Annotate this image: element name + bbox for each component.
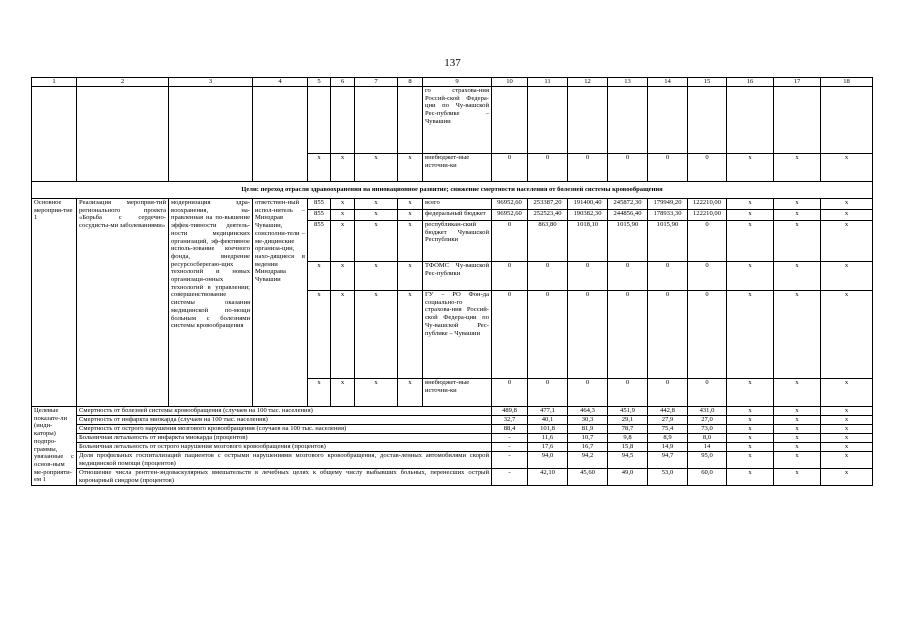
funding-source: го страхова-ния Россий-ской Федера-ции по Чу-вашской Рес-публике – Чувашии bbox=[423, 87, 492, 154]
cell-c18: x bbox=[821, 262, 873, 291]
indicator-v12: 45,60 bbox=[568, 469, 608, 486]
indicator-v14: 14,9 bbox=[648, 443, 688, 452]
col-num: 16 bbox=[727, 78, 774, 87]
cell-c16: x bbox=[727, 199, 774, 210]
funding-row bbox=[32, 199, 873, 210]
cell-c16: x bbox=[727, 221, 774, 262]
cell-c6: x bbox=[331, 291, 355, 379]
indicator-v13: 78,7 bbox=[608, 425, 648, 434]
indicator-row bbox=[32, 443, 873, 452]
cell-c16: x bbox=[727, 425, 774, 434]
cell-col6: x bbox=[331, 154, 355, 182]
col-num: 17 bbox=[774, 78, 821, 87]
value-v14: 0 bbox=[648, 379, 688, 407]
cell-c7: x bbox=[355, 199, 398, 210]
indicator-name: Больничная летальность от инфаркта миокарда (процентов) bbox=[77, 434, 492, 443]
cell-c17: x bbox=[774, 379, 821, 407]
col-num: 8 bbox=[398, 78, 423, 87]
cell-c18: x bbox=[821, 291, 873, 379]
goal-row bbox=[32, 182, 873, 199]
cell-c16: x bbox=[727, 434, 774, 443]
indicator-v13: 15,8 bbox=[608, 443, 648, 452]
cell-col18: x bbox=[821, 154, 873, 182]
empty-cell bbox=[648, 87, 688, 154]
indicator-v10: - bbox=[492, 469, 528, 486]
indicator-row bbox=[32, 416, 873, 425]
empty-cell bbox=[727, 87, 774, 154]
cell-c5: x bbox=[308, 379, 331, 407]
indicator-v15: 95,0 bbox=[688, 452, 727, 469]
value-v13: 245872,30 bbox=[608, 199, 648, 210]
empty-cell bbox=[492, 87, 528, 154]
indicator-v12: 94,2 bbox=[568, 452, 608, 469]
indicator-v10: - bbox=[492, 434, 528, 443]
value-v14: 1015,90 bbox=[648, 221, 688, 262]
cell-c17: x bbox=[774, 443, 821, 452]
value-v11: 863,80 bbox=[528, 221, 568, 262]
indicator-v15: 431,0 bbox=[688, 407, 727, 416]
indicator-name: Больничная летальность от острого нарушения мозгового кровообращения (процентов) bbox=[77, 443, 492, 452]
cell-c17: x bbox=[774, 291, 821, 379]
cell-c8: x bbox=[398, 262, 423, 291]
cell-c17: x bbox=[774, 469, 821, 486]
cell-col8: x bbox=[398, 154, 423, 182]
col-num: 13 bbox=[608, 78, 648, 87]
empty-cell bbox=[774, 87, 821, 154]
empty-cell bbox=[77, 87, 169, 182]
col-num: 18 bbox=[821, 78, 873, 87]
value-v13: 244856,40 bbox=[608, 210, 648, 221]
cell-c18: x bbox=[821, 434, 873, 443]
empty-cell bbox=[331, 87, 355, 154]
empty-cell bbox=[32, 87, 77, 182]
cell-c16: x bbox=[727, 210, 774, 221]
indicator-row bbox=[32, 469, 873, 486]
event-responsible: ответствен-ный испол-нитель – Минздрав Чувашии, соисполни-тели – ме-дицинские организа-ции, нахо-дящиеся в ведении Минздрава Чувашии bbox=[253, 199, 308, 407]
cell-c16: x bbox=[727, 262, 774, 291]
indicator-v10: - bbox=[492, 452, 528, 469]
indicator-v15: 27,0 bbox=[688, 416, 727, 425]
indicators-label: Целевые показате-ли (инди-каторы) подпро-граммы, увязанные с основ-ным ме-роприяти-ем 1 bbox=[32, 407, 77, 486]
value-col15: 0 bbox=[688, 154, 727, 182]
indicator-v11: 477,1 bbox=[528, 407, 568, 416]
cell-c17: x bbox=[774, 210, 821, 221]
cell-c17: x bbox=[774, 425, 821, 434]
col-num: 5 bbox=[308, 78, 331, 87]
funding-source: федеральный бюджет bbox=[423, 210, 492, 221]
cell-c16: x bbox=[727, 379, 774, 407]
col-num: 6 bbox=[331, 78, 355, 87]
indicator-v13: 9,8 bbox=[608, 434, 648, 443]
cell-c5: x bbox=[308, 262, 331, 291]
cell-c17: x bbox=[774, 221, 821, 262]
value-v13: 1015,90 bbox=[608, 221, 648, 262]
indicator-v11: 101,8 bbox=[528, 425, 568, 434]
empty-cell bbox=[568, 87, 608, 154]
indicator-v10: 88,4 bbox=[492, 425, 528, 434]
cell-c17: x bbox=[774, 262, 821, 291]
col-num: 10 bbox=[492, 78, 528, 87]
value-v10: 0 bbox=[492, 221, 528, 262]
page-number: 137 bbox=[444, 57, 461, 69]
cell-col17: x bbox=[774, 154, 821, 182]
indicator-v14: 442,8 bbox=[648, 407, 688, 416]
indicator-v13: 94,5 bbox=[608, 452, 648, 469]
cell-c7: x bbox=[355, 291, 398, 379]
cell-c16: x bbox=[727, 469, 774, 486]
cell-c6: x bbox=[331, 199, 355, 210]
indicator-name: Смертность от болезней системы кровообращения (случаев на 100 тыс. населения) bbox=[77, 407, 492, 416]
cell-c7: x bbox=[355, 221, 398, 262]
value-v13: 0 bbox=[608, 262, 648, 291]
funding-source: республикан-ский бюджет Чувашской Республики bbox=[423, 221, 492, 262]
cell-c17: x bbox=[774, 416, 821, 425]
indicator-v14: 27,9 bbox=[648, 416, 688, 425]
indicator-v15: 8,0 bbox=[688, 434, 727, 443]
indicator-v15: 14 bbox=[688, 443, 727, 452]
cell-c18: x bbox=[821, 416, 873, 425]
indicator-name: Отношение числа рентген-эндоваскулярных вмешательств в лечебных целях к общему числу выбывших больных, перенесших острый коронарный синдром (процентов) bbox=[77, 469, 492, 486]
indicator-name: Смертность от острого нарушения мозгового кровообращения (случаев на 100 тыс. населения) bbox=[77, 425, 492, 434]
indicator-v10: 489,8 bbox=[492, 407, 528, 416]
empty-cell bbox=[169, 87, 253, 182]
event-description: модернизация здра-воохранения, на-правленная на по-вышение эффек-тивности деятель-ности медицинских организаций, эф-фективное исполь-зование коечного фонда, внедрение ресурсосберегаю-щих технологий и новых организаци-онных технологий в управлении; совершенствование системы оказания медицинской по-мощи больным с болезнями системы кровообращения bbox=[169, 199, 253, 407]
value-v15: 0 bbox=[688, 291, 727, 379]
indicator-v13: 451,9 bbox=[608, 407, 648, 416]
cell-c18: x bbox=[821, 221, 873, 262]
cell-c17: x bbox=[774, 407, 821, 416]
value-v14: 178933,30 bbox=[648, 210, 688, 221]
cell-c7: x bbox=[355, 210, 398, 221]
cell-c6: x bbox=[331, 379, 355, 407]
indicator-row bbox=[32, 434, 873, 443]
cell-c18: x bbox=[821, 210, 873, 221]
indicator-row bbox=[32, 407, 873, 416]
value-v13: 0 bbox=[608, 291, 648, 379]
cell-c7: x bbox=[355, 262, 398, 291]
col-num: 14 bbox=[648, 78, 688, 87]
value-v11: 253387,20 bbox=[528, 199, 568, 210]
indicator-v12: 10,7 bbox=[568, 434, 608, 443]
value-v12: 191400,40 bbox=[568, 199, 608, 210]
value-v11: 0 bbox=[528, 379, 568, 407]
indicator-v14: 53,0 bbox=[648, 469, 688, 486]
cell-c6: x bbox=[331, 210, 355, 221]
indicator-v10: 32,7 bbox=[492, 416, 528, 425]
empty-cell bbox=[528, 87, 568, 154]
cell-c5: 855 bbox=[308, 199, 331, 210]
value-col13: 0 bbox=[608, 154, 648, 182]
value-v12: 190382,30 bbox=[568, 210, 608, 221]
cell-c18: x bbox=[821, 379, 873, 407]
cell-c18: x bbox=[821, 443, 873, 452]
empty-cell bbox=[253, 87, 308, 182]
value-v15: 0 bbox=[688, 221, 727, 262]
cell-c18: x bbox=[821, 425, 873, 434]
cell-c7: x bbox=[355, 379, 398, 407]
indicator-v14: 94,7 bbox=[648, 452, 688, 469]
col-num: 2 bbox=[77, 78, 169, 87]
col-num: 3 bbox=[169, 78, 253, 87]
value-v15: 0 bbox=[688, 262, 727, 291]
indicator-v15: 60,0 bbox=[688, 469, 727, 486]
cell-c6: x bbox=[331, 262, 355, 291]
value-col10: 0 bbox=[492, 154, 528, 182]
value-v11: 0 bbox=[528, 262, 568, 291]
column-number-row bbox=[32, 78, 873, 87]
event-name: Реализация мероприя-тий регионального проекта «Борьба с сердечно-сосудисты-ми заболеваниями» bbox=[77, 199, 169, 407]
indicator-v14: 8,9 bbox=[648, 434, 688, 443]
value-v14: 0 bbox=[648, 291, 688, 379]
empty-cell bbox=[688, 87, 727, 154]
value-v12: 0 bbox=[568, 379, 608, 407]
cell-c8: x bbox=[398, 199, 423, 210]
col-num: 7 bbox=[355, 78, 398, 87]
continuation-row-a bbox=[32, 87, 873, 154]
value-v11: 252523,40 bbox=[528, 210, 568, 221]
indicator-v11: 94,0 bbox=[528, 452, 568, 469]
indicator-v12: 81,9 bbox=[568, 425, 608, 434]
empty-cell bbox=[398, 87, 423, 154]
indicator-v11: 11,6 bbox=[528, 434, 568, 443]
cell-c16: x bbox=[727, 407, 774, 416]
col-num: 1 bbox=[32, 78, 77, 87]
cell-c5: 855 bbox=[308, 210, 331, 221]
cell-col16: x bbox=[727, 154, 774, 182]
goal-text: Цели: переход отрасли здравоохранения на инновационное развитие; снижение смертности населения от болезней системы кровообращения bbox=[32, 182, 873, 199]
value-col14: 0 bbox=[648, 154, 688, 182]
cell-c5: x bbox=[308, 291, 331, 379]
value-v12: 0 bbox=[568, 262, 608, 291]
cell-c17: x bbox=[774, 434, 821, 443]
col-num: 11 bbox=[528, 78, 568, 87]
value-v15: 122210,00 bbox=[688, 210, 727, 221]
cell-c17: x bbox=[774, 199, 821, 210]
cell-c18: x bbox=[821, 199, 873, 210]
value-v13: 0 bbox=[608, 379, 648, 407]
indicator-v14: 75,4 bbox=[648, 425, 688, 434]
funding-source: внебюджет-ные источни-ки bbox=[423, 154, 492, 182]
cell-c16: x bbox=[727, 452, 774, 469]
empty-cell bbox=[608, 87, 648, 154]
col-num: 9 bbox=[423, 78, 492, 87]
budget-table bbox=[31, 77, 873, 486]
cell-c5: 855 bbox=[308, 221, 331, 262]
cell-c6: x bbox=[331, 221, 355, 262]
value-col12: 0 bbox=[568, 154, 608, 182]
indicator-name: Смертность от инфаркта миокарда (случаев на 100 тыс. населения) bbox=[77, 416, 492, 425]
funding-source: всего bbox=[423, 199, 492, 210]
funding-source: внебюджет-ные источни-ки bbox=[423, 379, 492, 407]
empty-cell bbox=[355, 87, 398, 154]
funding-source: ТФОМС Чу-вашской Рес-публики bbox=[423, 262, 492, 291]
value-v10: 96952,60 bbox=[492, 199, 528, 210]
budget-table-sheet bbox=[31, 77, 872, 486]
empty-cell bbox=[821, 87, 873, 154]
indicator-v13: 49,0 bbox=[608, 469, 648, 486]
value-v15: 0 bbox=[688, 379, 727, 407]
cell-c8: x bbox=[398, 221, 423, 262]
indicator-row bbox=[32, 452, 873, 469]
value-v15: 122210,00 bbox=[688, 199, 727, 210]
indicator-v11: 40,1 bbox=[528, 416, 568, 425]
cell-c8: x bbox=[398, 379, 423, 407]
value-v14: 0 bbox=[648, 262, 688, 291]
col-num: 4 bbox=[253, 78, 308, 87]
cell-c8: x bbox=[398, 210, 423, 221]
value-v10: 0 bbox=[492, 291, 528, 379]
value-v10: 0 bbox=[492, 262, 528, 291]
value-v11: 0 bbox=[528, 291, 568, 379]
indicator-v15: 73,0 bbox=[688, 425, 727, 434]
cell-col7: x bbox=[355, 154, 398, 182]
empty-cell bbox=[308, 87, 331, 154]
indicator-v11: 42,10 bbox=[528, 469, 568, 486]
cell-c18: x bbox=[821, 407, 873, 416]
funding-source: ГУ – РО Фон-да социально-го страхова-ния Россий-ской Федера-ции по Чу-вашской Рес-публике – Чувашии bbox=[423, 291, 492, 379]
indicator-v11: 17,6 bbox=[528, 443, 568, 452]
event-type: Основное мероприя-тие 1 bbox=[32, 199, 77, 407]
value-col11: 0 bbox=[528, 154, 568, 182]
cell-c18: x bbox=[821, 469, 873, 486]
value-v10: 0 bbox=[492, 379, 528, 407]
indicator-v12: 30,3 bbox=[568, 416, 608, 425]
value-v14: 179949,20 bbox=[648, 199, 688, 210]
cell-c18: x bbox=[821, 452, 873, 469]
cell-c16: x bbox=[727, 443, 774, 452]
indicator-v10: - bbox=[492, 443, 528, 452]
cell-c16: x bbox=[727, 291, 774, 379]
col-num: 15 bbox=[688, 78, 727, 87]
value-v12: 0 bbox=[568, 291, 608, 379]
cell-c8: x bbox=[398, 291, 423, 379]
indicator-v13: 29,1 bbox=[608, 416, 648, 425]
value-v12: 1018,10 bbox=[568, 221, 608, 262]
cell-c16: x bbox=[727, 416, 774, 425]
cell-c17: x bbox=[774, 452, 821, 469]
value-v10: 96952,60 bbox=[492, 210, 528, 221]
col-num: 12 bbox=[568, 78, 608, 87]
indicator-v12: 16,7 bbox=[568, 443, 608, 452]
indicator-name: Доля профильных госпитализаций пациентов с острыми нарушениями мозгового кровообращения, достав-ленных автомобилями скорой медицинской помощи (процентов) bbox=[77, 452, 492, 469]
cell-col5: x bbox=[308, 154, 331, 182]
indicator-v12: 464,3 bbox=[568, 407, 608, 416]
indicator-row bbox=[32, 425, 873, 434]
